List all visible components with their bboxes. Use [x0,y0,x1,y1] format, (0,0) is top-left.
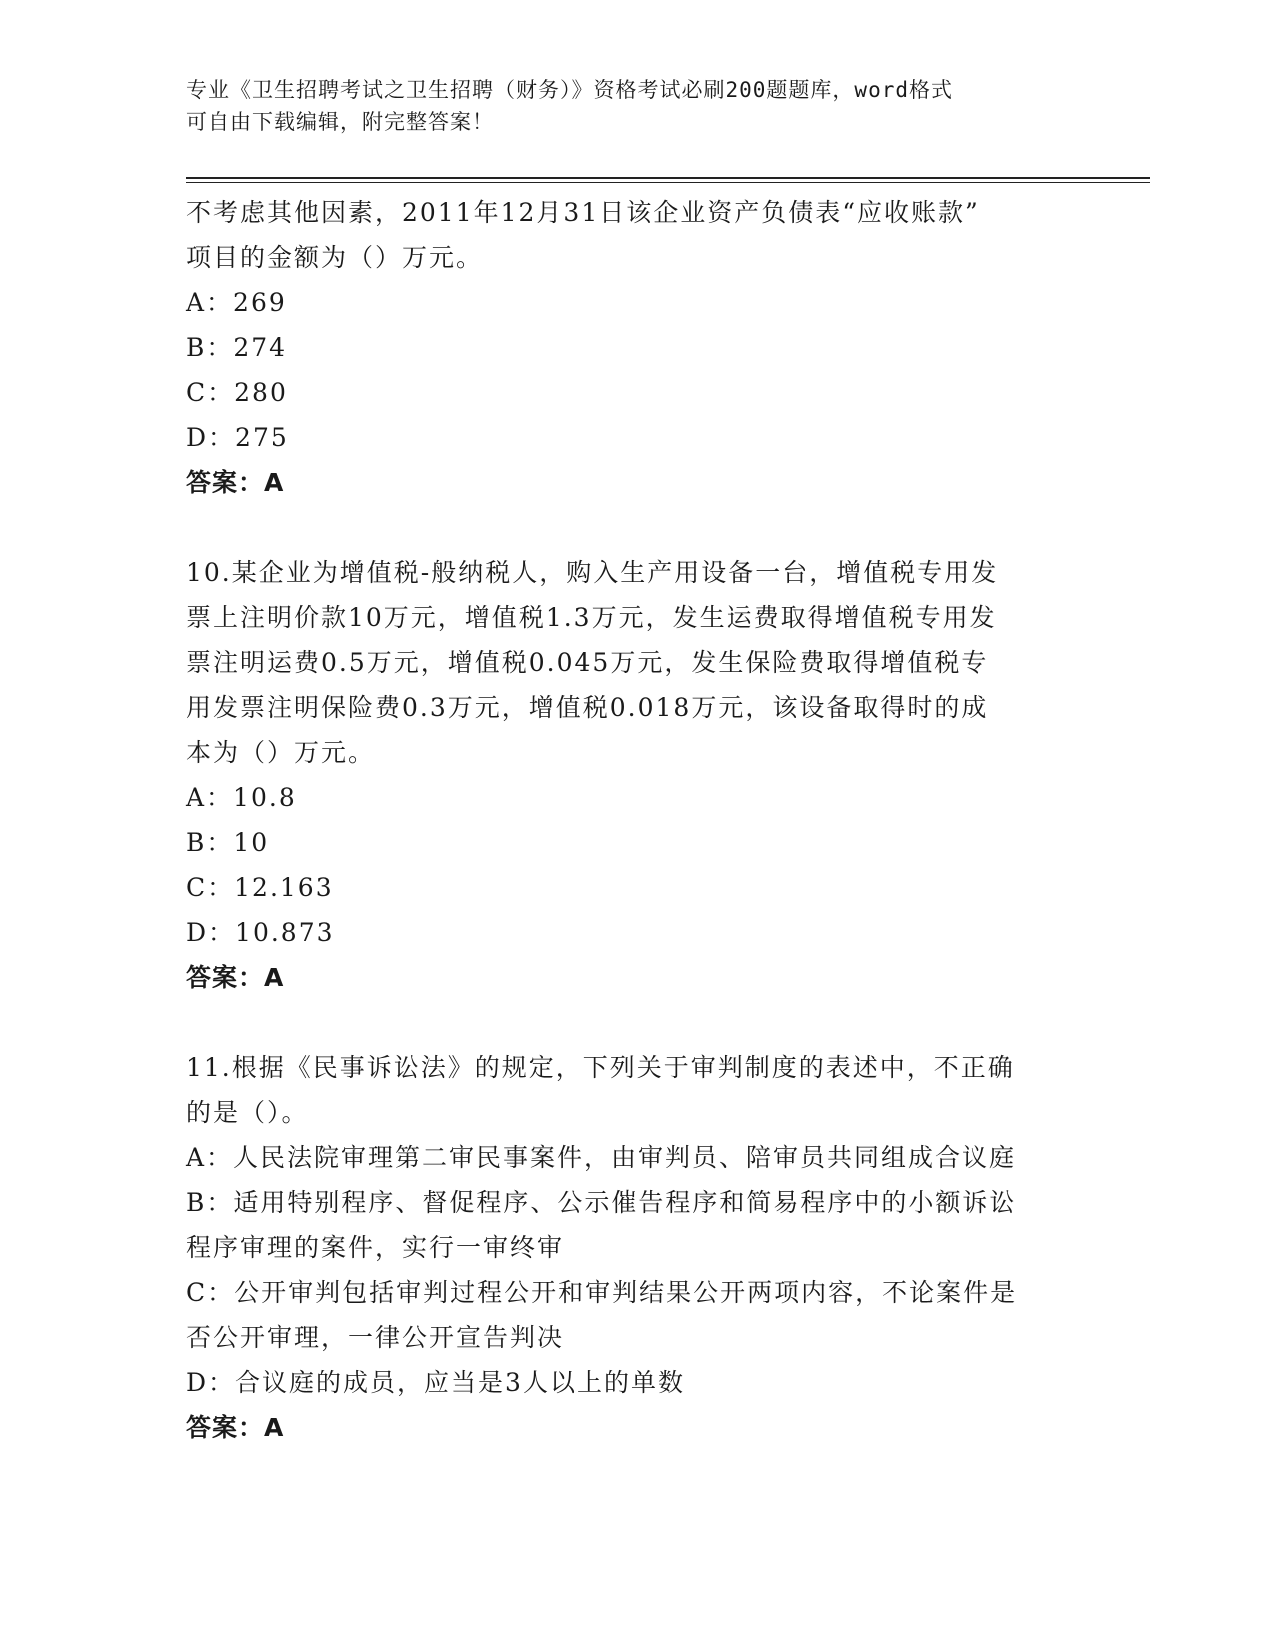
question-stem: 的是（）。 [186,1098,309,1127]
question-stem: 不考虑其他因素，2011年12月31日该企业资产负债表“应收账款” [186,198,980,227]
header-line: 专业《卫生招聘考试之卫生招聘（财务）》资格考试必刷200题题库，word格式 [186,78,953,102]
spacer [186,505,1086,550]
option-d: D：合议庭的成员，应当是3人以上的单数 [186,1368,685,1397]
question-stem: 10.某企业为增值税-般纳税人，购入生产用设备一台，增值税专用发 [186,558,999,587]
question-stem: 项目的金额为（）万元。 [186,243,484,272]
option-b-continued: 程序审理的案件，实行一审终审 [186,1233,565,1262]
option-a: A：人民法院审理第二审民事案件，由审判员、陪审员共同组成合议庭 [186,1143,1017,1172]
question-stem: 11.根据《民事诉讼法》的规定，下列关于审判制度的表述中，不正确 [186,1053,1015,1082]
option-c-continued: 否公开审理，一律公开宣告判决 [186,1323,565,1352]
option-d: D：275 [186,423,289,452]
question-9 [186,190,1086,505]
question-stem: 票注明运费0.5万元，增值税0.045万元，发生保险费取得增值税专 [186,648,989,677]
question-stem: 票上注明价款10万元，增值税1.3万元，发生运费取得增值税专用发 [186,603,997,632]
spacer [186,1000,1086,1045]
option-c: C：280 [186,378,288,407]
option-d: D：10.873 [186,918,335,947]
answer: 答案：A [186,1413,285,1442]
option-c: C：公开审判包括审判过程公开和审判结果公开两项内容，不论案件是 [186,1278,1018,1307]
header-line: 可自由下载编辑，附完整答案！ [186,110,494,134]
option-b: B：10 [186,828,270,857]
question-stem: 用发票注明保险费0.3万元，增值税0.018万元，该设备取得时的成 [186,693,989,722]
answer: 答案：A [186,468,285,497]
question-stem: 本为（）万元。 [186,738,376,767]
option-b: B：适用特别程序、督促程序、公示催告程序和简易程序中的小额诉讼 [186,1188,1017,1217]
document-header [186,74,1066,138]
option-b: B：274 [186,333,288,362]
question-list [186,190,1086,1450]
option-a: A：269 [186,288,287,317]
header-divider [186,182,1150,183]
header-divider [186,177,1150,179]
option-c: C：12.163 [186,873,334,902]
question-11 [186,1045,1086,1450]
answer: 答案：A [186,963,285,992]
question-10 [186,550,1086,1000]
option-a: A：10.8 [186,783,297,812]
